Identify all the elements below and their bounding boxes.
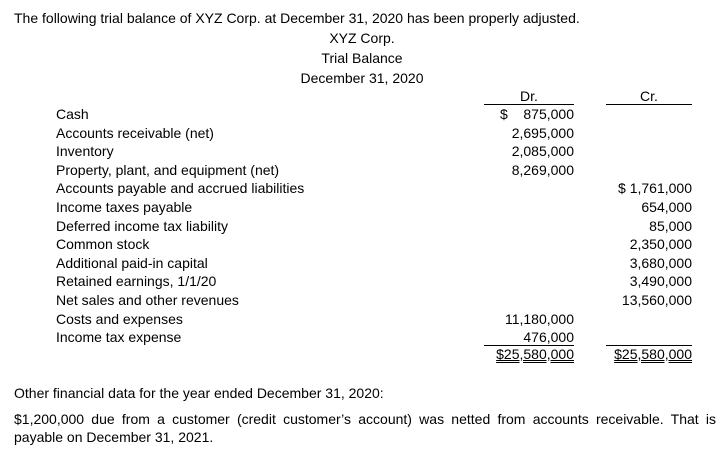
credit-header-rule [606,104,692,105]
account-label: Costs and expenses [56,310,183,327]
credit-total: $25,580,000 [614,346,692,362]
credit-amount: 3,680,000 [629,254,692,271]
credit-header: Cr. [640,88,658,104]
company-name: XYZ Corp. [329,30,395,46]
intro-text: The following trial balance of XYZ Corp. at December 31, 2020 has been properly adjusted. [14,10,580,26]
credit-amount: $ 1,761,000 [618,180,692,197]
debit-amount: 11,180,000 [504,310,574,327]
account-label: Deferred income tax liability [56,217,228,234]
debit-total: $25,580,000 [496,346,574,362]
account-label: Income taxes payable [56,199,193,215]
credit-amount: 2,350,000 [629,236,692,253]
account-label: Inventory [56,143,114,160]
debit-amount: 8,269,000 [511,161,574,178]
account-label: Income tax expense [56,329,182,346]
account-label: Net sales and other revenues [56,292,239,308]
debit-amount: 2,085,000 [511,143,574,160]
debit-header: Dr. [520,88,538,104]
statement-date: December 31, 2020 [300,70,424,86]
account-label: Accounts payable and accrued liabilities [56,180,305,197]
account-label: Accounts receivable (net) [56,124,214,141]
account-label: Property, plant, and equipment (net) [56,161,280,178]
credit-amount: 13,560,000 [621,292,692,308]
account-label: Retained earnings, 1/1/20 [56,273,217,290]
account-label: Cash [56,106,89,122]
credit-amount: 654,000 [641,199,692,215]
credit-amount: 3,490,000 [629,273,692,290]
statement-title: Trial Balance [321,50,403,66]
debit-header-rule [484,104,574,105]
account-label: Common stock [56,236,150,253]
account-label: Additional paid-in capital [56,254,208,271]
credit-amount: 85,000 [649,217,692,234]
debit-amount: 476,000 [523,329,574,346]
other-data-paragraph: $1,200,000 due from a customer (credit customer’s account) was netted from accounts receivable. That is payable on December 31, 2021. [14,411,716,445]
debit-amount: $ 875,000 [500,106,574,122]
other-data-heading: Other financial data for the year ended December 31, 2020: [14,385,384,401]
debit-amount: 2,695,000 [511,124,574,141]
